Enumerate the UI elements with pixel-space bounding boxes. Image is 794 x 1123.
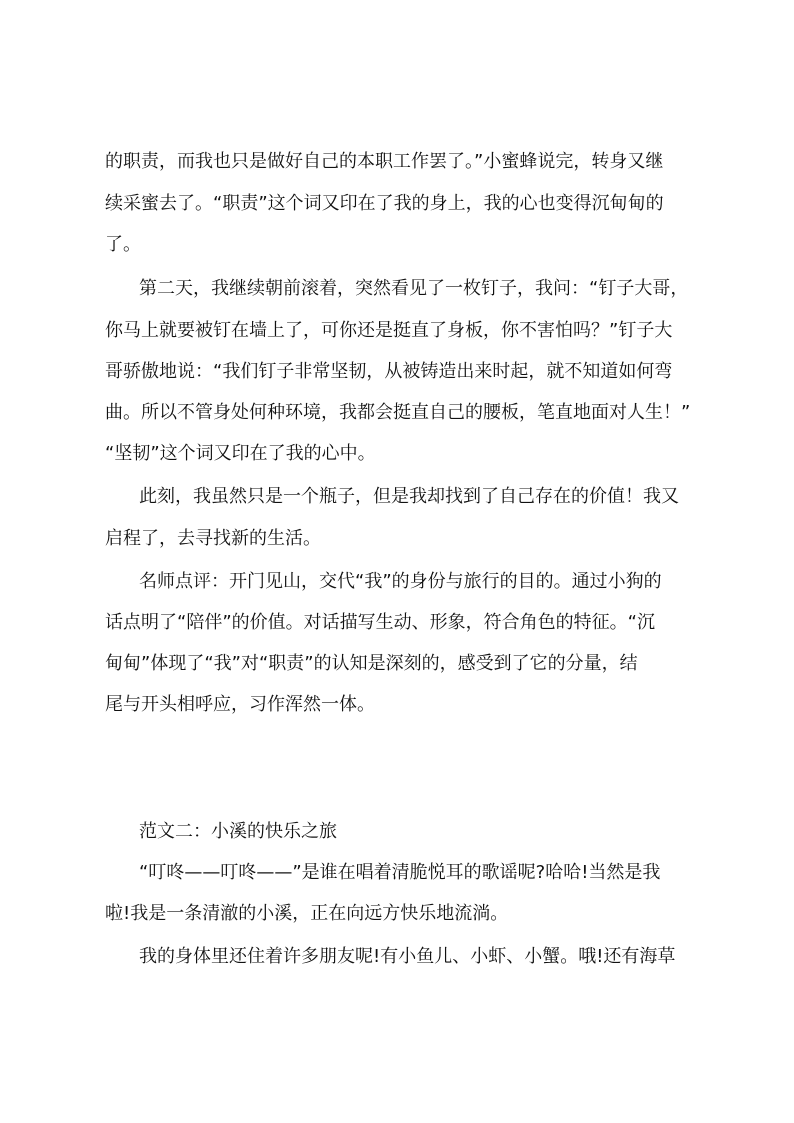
text-line: 我的身体里还住着许多朋友呢!有小鱼儿、小虾、小蟹。哦!还有海草 — [139, 946, 676, 967]
text-line: “坚韧”这个词又印在了我的心中。 — [105, 443, 376, 464]
text-line: 话点明了“陪伴”的价值。对话描写生动、形象，符合角色的特征。“沉 — [105, 612, 655, 633]
text-line: 曲。所以不管身处何种环境，我都会挺直自己的腰板，笔直地面对人生！” — [105, 402, 691, 423]
text-line: 的职责，而我也只是做好自己的本职工作罢了。”小蜜蜂说完，转身又继 — [105, 151, 664, 172]
text-line: 了。 — [105, 234, 141, 255]
text-line: 尾与开头相呼应，习作浑然一体。 — [105, 694, 375, 715]
text-line: 启程了，去寻找新的生活。 — [105, 528, 321, 549]
text-line: 名师点评：开门见山，交代“我”的身份与旅行的目的。通过小狗的 — [139, 571, 662, 592]
section-heading: 范文二：小溪的快乐之旅 — [139, 821, 337, 842]
text-line: “叮咚——叮咚——”是谁在唱着清脆悦耳的歌谣呢?哈哈!当然是我 — [139, 862, 661, 883]
text-line: 哥骄傲地说：“我们钉子非常坚韧，从被铸造出来时起，就不知道如何弯 — [105, 361, 673, 382]
text-line: 续采蜜去了。“职责”这个词又印在了我的身上，我的心也变得沉甸甸的 — [105, 193, 664, 214]
text-line: 此刻，我虽然只是一个瓶子，但是我却找到了自己存在的价值！我又 — [139, 486, 679, 507]
text-line: 第二天，我继续朝前滚着，突然看见了一枚钉子，我问：“钉子大哥， — [139, 278, 689, 299]
text-line: 甸甸”体现了“我”对“职责”的认知是深刻的，感受到了它的分量，结 — [105, 653, 638, 674]
text-line: 啦!我是一条清澈的小溪，正在向远方快乐地流淌。 — [105, 903, 509, 924]
text-line: 你马上就要被钉在墙上了，可你还是挺直了身板，你不害怕吗？”钉子大 — [105, 320, 673, 341]
